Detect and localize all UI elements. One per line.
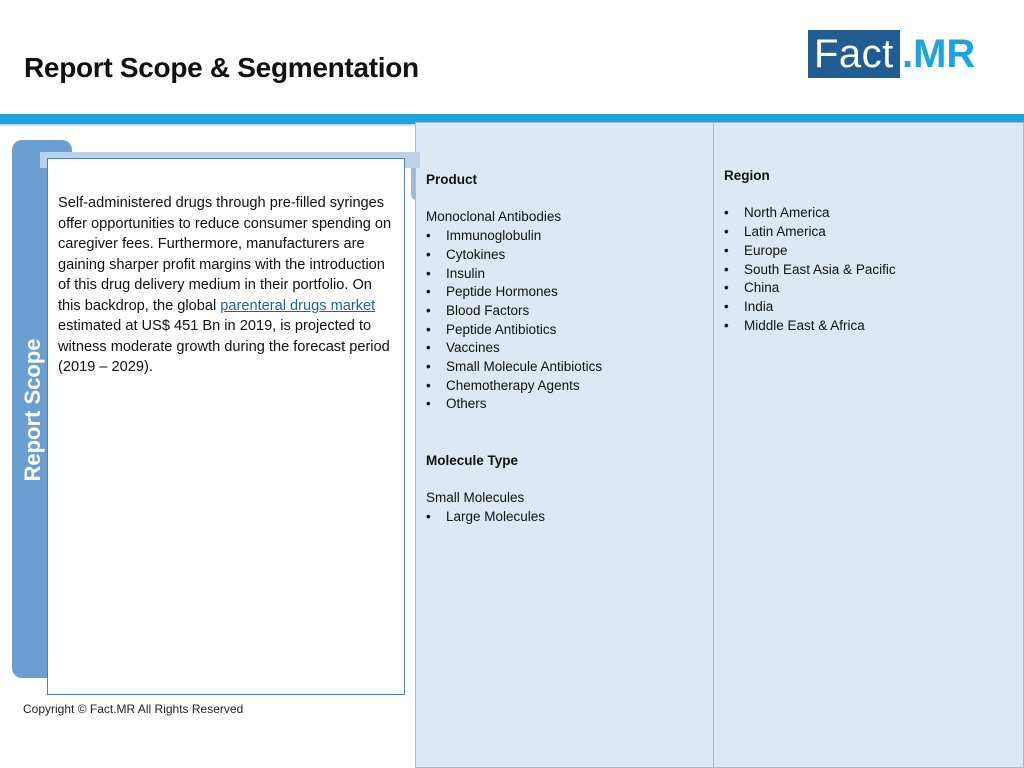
product-list bbox=[426, 227, 703, 414]
list-item: • India bbox=[724, 298, 1013, 317]
list-item: • Cytokines bbox=[426, 246, 703, 265]
list-item: • Others bbox=[426, 395, 703, 414]
parenteral-drugs-market-link[interactable]: parenteral drugs market bbox=[220, 297, 376, 314]
list-item: • Blood Factors bbox=[426, 302, 703, 321]
region-list bbox=[724, 204, 1013, 335]
list-item: • Large Molecules bbox=[426, 508, 703, 527]
list-item: • Small Molecule Antibiotics bbox=[426, 358, 703, 377]
list-item: • Insulin bbox=[426, 265, 703, 284]
list-item: • Chemotherapy Agents bbox=[426, 377, 703, 396]
molecule-list bbox=[426, 508, 703, 527]
region-segment-column bbox=[713, 122, 1024, 768]
list-item: • Middle East & Africa bbox=[724, 317, 1013, 336]
copyright-footer: Copyright © Fact.MR All Rights Reserved bbox=[23, 702, 244, 716]
page-title: Report Scope & Segmentation bbox=[24, 52, 419, 83]
list-item: • Immunoglobulin bbox=[426, 227, 703, 246]
product-heading: Product bbox=[426, 172, 478, 187]
report-scope-textbox bbox=[47, 158, 405, 695]
logo-mr-text: .MR bbox=[902, 32, 976, 76]
factmr-logo bbox=[808, 30, 975, 78]
scope-text-end: estimated at US$ 451 Bn in 2019, is projected to witness moderate growth during the forecast period (2019 – 2029). bbox=[58, 318, 390, 375]
product-first-line: Monoclonal Antibodies bbox=[426, 209, 562, 225]
list-item: • Peptide Hormones bbox=[426, 283, 703, 302]
list-item: • Europe bbox=[724, 242, 1013, 261]
region-heading: Region bbox=[724, 168, 770, 183]
scope-text-start: Self-administered drugs through pre-filled syringes offer opportunities to reduce consumer spending on caregiver fees. Furthermore, manufacturers are gaining sharper profit margins with the introduction of this drug delivery medium in their portfolio. On this backdrop, the global bbox=[58, 195, 392, 314]
list-item: • North America bbox=[724, 204, 1013, 223]
list-item: • Peptide Antibiotics bbox=[426, 321, 703, 340]
report-scope-label: Report Scope bbox=[20, 338, 45, 482]
product-segment-column bbox=[415, 122, 714, 768]
list-item: • China bbox=[724, 279, 1013, 298]
list-item: • South East Asia & Pacific bbox=[724, 261, 1013, 280]
logo-fact-text: Fact bbox=[808, 30, 900, 78]
molecule-first-line: Small Molecules bbox=[426, 489, 525, 505]
list-item: • Vaccines bbox=[426, 339, 703, 358]
list-item: • Latin America bbox=[724, 223, 1013, 242]
molecule-heading: Molecule Type bbox=[426, 452, 519, 468]
